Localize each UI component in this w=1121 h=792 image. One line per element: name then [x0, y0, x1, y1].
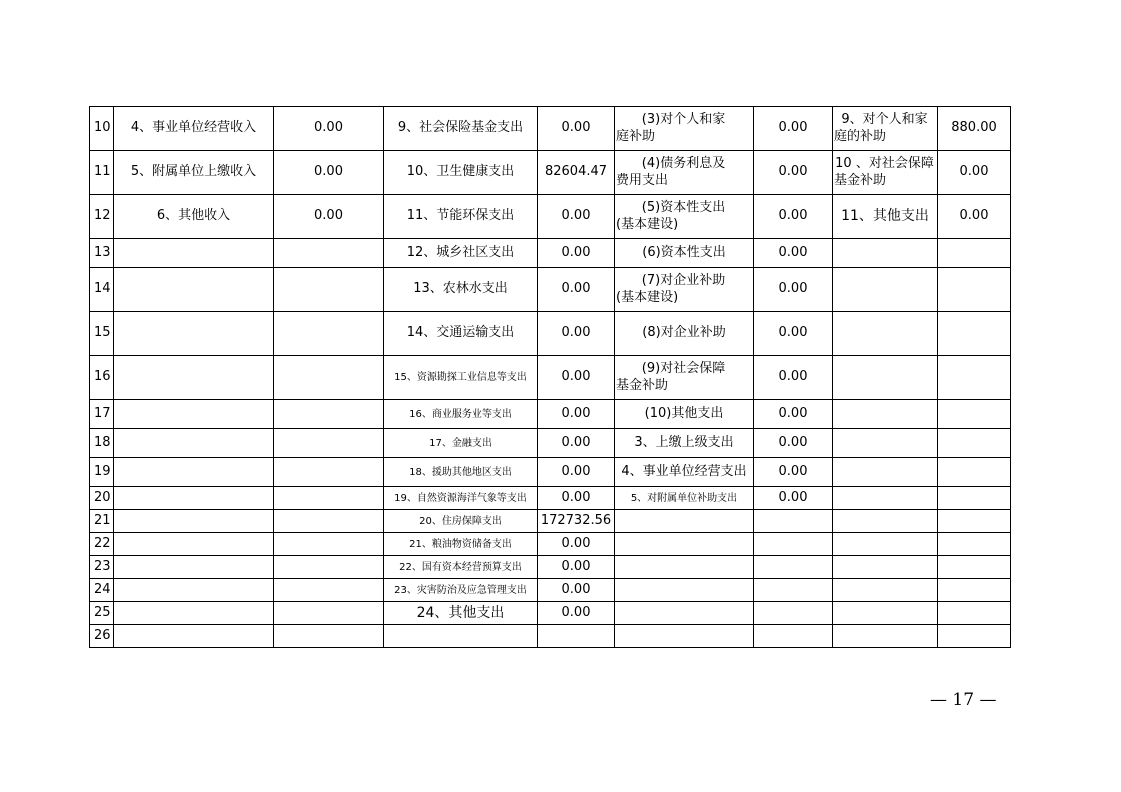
table-row — [90, 429, 1011, 458]
cell-c2 — [274, 625, 384, 648]
cell-c7 — [833, 625, 938, 648]
cell-c5: (10)其他支出 — [615, 400, 754, 429]
cell-c3: 13、农林水支出 — [384, 268, 538, 312]
cell-c2 — [274, 487, 384, 510]
cell-c2 — [274, 458, 384, 487]
cell-c2 — [274, 533, 384, 556]
page-number: — 17 — — [930, 690, 997, 710]
table-row — [90, 602, 1011, 625]
cell-c4: 0.00 — [538, 195, 615, 239]
cell-c3: 9、社会保险基金支出 — [384, 107, 538, 151]
cell-c4: 0.00 — [538, 239, 615, 268]
cell-c5 — [615, 268, 754, 312]
cell-c3: 22、国有资本经营预算支出 — [384, 556, 538, 579]
cell-c7 — [833, 458, 938, 487]
cell-c3: 24、其他支出 — [384, 602, 538, 625]
cell-c3: 12、城乡社区支出 — [384, 239, 538, 268]
cell-c7 — [833, 602, 938, 625]
cell-c2 — [274, 556, 384, 579]
cell-no: 18 — [90, 429, 114, 458]
table-body — [90, 107, 1011, 648]
cell-c1 — [114, 533, 274, 556]
cell-c3: 17、金融支出 — [384, 429, 538, 458]
cell-no: 24 — [90, 579, 114, 602]
cell-c6: 0.00 — [754, 356, 833, 400]
cell-c8 — [938, 556, 1011, 579]
cell-c4: 0.00 — [538, 429, 615, 458]
table-row — [90, 487, 1011, 510]
cell-c6 — [754, 533, 833, 556]
cell-no: 14 — [90, 268, 114, 312]
cell-line: 费用支出 — [616, 172, 669, 188]
cell-c2 — [274, 356, 384, 400]
cell-c6: 0.00 — [754, 400, 833, 429]
cell-c6: 0.00 — [754, 487, 833, 510]
cell-line: 庭补助 — [616, 128, 656, 144]
cell-c3: 15、资源勘探工业信息等支出 — [384, 356, 538, 400]
cell-c4: 82604.47 — [538, 151, 615, 195]
cell-c5 — [615, 533, 754, 556]
table-row — [90, 458, 1011, 487]
cell-c7 — [833, 556, 938, 579]
cell-c6: 0.00 — [754, 151, 833, 195]
cell-c8 — [938, 579, 1011, 602]
cell-c5 — [615, 356, 754, 400]
cell-c7: 11、其他支出 — [833, 195, 938, 239]
cell-c1: 4、事业单位经营收入 — [114, 107, 274, 151]
cell-c8 — [938, 400, 1011, 429]
cell-c4: 0.00 — [538, 268, 615, 312]
cell-c1 — [114, 487, 274, 510]
cell-c8 — [938, 458, 1011, 487]
cell-line: 10 、对社会保障 — [835, 155, 934, 171]
cell-no: 11 — [90, 151, 114, 195]
cell-c6: 0.00 — [754, 429, 833, 458]
cell-c5: (6)资本性支出 — [615, 239, 754, 268]
cell-c1 — [114, 510, 274, 533]
cell-no: 13 — [90, 239, 114, 268]
cell-c8 — [938, 510, 1011, 533]
cell-c6 — [754, 579, 833, 602]
table-row — [90, 312, 1011, 356]
cell-c8 — [938, 429, 1011, 458]
cell-c3: 20、住房保障支出 — [384, 510, 538, 533]
cell-c7 — [833, 533, 938, 556]
table-row — [90, 356, 1011, 400]
cell-c4: 0.00 — [538, 579, 615, 602]
cell-c5 — [615, 579, 754, 602]
table-row — [90, 579, 1011, 602]
cell-c6: 0.00 — [754, 195, 833, 239]
cell-c6 — [754, 625, 833, 648]
cell-c6: 0.00 — [754, 312, 833, 356]
cell-c8 — [938, 533, 1011, 556]
cell-c7 — [833, 487, 938, 510]
cell-c2 — [274, 268, 384, 312]
cell-c7 — [833, 579, 938, 602]
cell-c2 — [274, 239, 384, 268]
cell-c1 — [114, 625, 274, 648]
cell-line: (9)对社会保障 — [641, 360, 726, 376]
cell-c8 — [938, 312, 1011, 356]
table-row — [90, 625, 1011, 648]
cell-c2 — [274, 602, 384, 625]
cell-c1 — [114, 356, 274, 400]
cell-c4: 0.00 — [538, 458, 615, 487]
cell-c5 — [615, 556, 754, 579]
cell-no: 23 — [90, 556, 114, 579]
cell-c7 — [833, 268, 938, 312]
cell-c3: 14、交通运输支出 — [384, 312, 538, 356]
cell-line: 基金补助 — [616, 377, 669, 393]
cell-no: 25 — [90, 602, 114, 625]
cell-c7 — [833, 356, 938, 400]
cell-c4: 0.00 — [538, 400, 615, 429]
cell-c1 — [114, 429, 274, 458]
cell-c4: 0.00 — [538, 356, 615, 400]
cell-line: 基金补助 — [834, 172, 887, 188]
cell-c6 — [754, 556, 833, 579]
cell-c3 — [384, 625, 538, 648]
cell-c5: 3、上缴上级支出 — [615, 429, 754, 458]
table-row — [90, 151, 1011, 195]
cell-c8: 0.00 — [938, 195, 1011, 239]
cell-c4: 0.00 — [538, 312, 615, 356]
cell-c2: 0.00 — [274, 195, 384, 239]
cell-c5 — [615, 510, 754, 533]
cell-c3: 21、粮油物资储备支出 — [384, 533, 538, 556]
cell-c3: 16、商业服务业等支出 — [384, 400, 538, 429]
cell-c5 — [615, 602, 754, 625]
cell-no: 22 — [90, 533, 114, 556]
cell-c5 — [615, 625, 754, 648]
cell-c4: 0.00 — [538, 533, 615, 556]
cell-c6: 0.00 — [754, 239, 833, 268]
cell-c2 — [274, 510, 384, 533]
cell-c3: 19、自然资源海洋气象等支出 — [384, 487, 538, 510]
cell-c6: 0.00 — [754, 458, 833, 487]
table-row — [90, 533, 1011, 556]
cell-c5: 5、对附属单位补助支出 — [615, 487, 754, 510]
cell-c4: 172732.56 — [538, 510, 615, 533]
cell-c4 — [538, 625, 615, 648]
cell-c6 — [754, 602, 833, 625]
cell-c3: 23、灾害防治及应急管理支出 — [384, 579, 538, 602]
cell-c8: 880.00 — [938, 107, 1011, 151]
cell-line: (7)对企业补助 — [641, 272, 726, 288]
cell-c1 — [114, 602, 274, 625]
cell-line: (基本建设) — [616, 289, 679, 305]
cell-c4: 0.00 — [538, 556, 615, 579]
cell-no: 15 — [90, 312, 114, 356]
cell-c3: 18、援助其他地区支出 — [384, 458, 538, 487]
cell-line: 庭的补助 — [834, 128, 887, 144]
cell-c7 — [833, 312, 938, 356]
cell-no: 20 — [90, 487, 114, 510]
cell-no: 21 — [90, 510, 114, 533]
cell-line: (5)资本性支出 — [641, 199, 726, 215]
cell-c8 — [938, 625, 1011, 648]
cell-c1 — [114, 400, 274, 429]
cell-c1 — [114, 579, 274, 602]
cell-c5 — [615, 107, 754, 151]
cell-c4: 0.00 — [538, 487, 615, 510]
table-row — [90, 510, 1011, 533]
cell-c3: 10、卫生健康支出 — [384, 151, 538, 195]
cell-c1 — [114, 458, 274, 487]
cell-no: 10 — [90, 107, 114, 151]
cell-c5 — [615, 195, 754, 239]
cell-c5: 4、事业单位经营支出 — [615, 458, 754, 487]
cell-c1: 5、附属单位上缴收入 — [114, 151, 274, 195]
cell-c5 — [615, 151, 754, 195]
cell-no: 17 — [90, 400, 114, 429]
cell-c4: 0.00 — [538, 107, 615, 151]
cell-line: 9、对个人和家 — [841, 111, 928, 127]
cell-c7 — [833, 107, 938, 151]
cell-c1 — [114, 239, 274, 268]
cell-c3: 11、节能环保支出 — [384, 195, 538, 239]
cell-line: (基本建设) — [616, 216, 679, 232]
cell-c8 — [938, 487, 1011, 510]
cell-c7 — [833, 151, 938, 195]
table-row — [90, 239, 1011, 268]
cell-c2: 0.00 — [274, 107, 384, 151]
cell-line: (4)债务利息及 — [641, 155, 726, 171]
cell-c7 — [833, 400, 938, 429]
cell-c8: 0.00 — [938, 151, 1011, 195]
cell-c2 — [274, 579, 384, 602]
cell-no: 16 — [90, 356, 114, 400]
cell-c8 — [938, 268, 1011, 312]
cell-c6: 0.00 — [754, 268, 833, 312]
cell-c7 — [833, 429, 938, 458]
cell-c4: 0.00 — [538, 602, 615, 625]
table-row — [90, 107, 1011, 151]
cell-c1 — [114, 556, 274, 579]
table-row — [90, 195, 1011, 239]
cell-c7 — [833, 510, 938, 533]
cell-c1 — [114, 312, 274, 356]
budget-table — [89, 106, 1011, 648]
cell-c6 — [754, 510, 833, 533]
cell-c6: 0.00 — [754, 107, 833, 151]
table-row — [90, 268, 1011, 312]
cell-c2: 0.00 — [274, 151, 384, 195]
cell-c5: (8)对企业补助 — [615, 312, 754, 356]
cell-c2 — [274, 312, 384, 356]
cell-no: 19 — [90, 458, 114, 487]
cell-c2 — [274, 400, 384, 429]
table-row — [90, 556, 1011, 579]
cell-c8 — [938, 356, 1011, 400]
cell-c2 — [274, 429, 384, 458]
cell-no: 26 — [90, 625, 114, 648]
cell-line: (3)对个人和家 — [641, 111, 726, 127]
cell-c8 — [938, 602, 1011, 625]
cell-c8 — [938, 239, 1011, 268]
cell-c7 — [833, 239, 938, 268]
cell-c1: 6、其他收入 — [114, 195, 274, 239]
cell-no: 12 — [90, 195, 114, 239]
cell-c1 — [114, 268, 274, 312]
table-row — [90, 400, 1011, 429]
